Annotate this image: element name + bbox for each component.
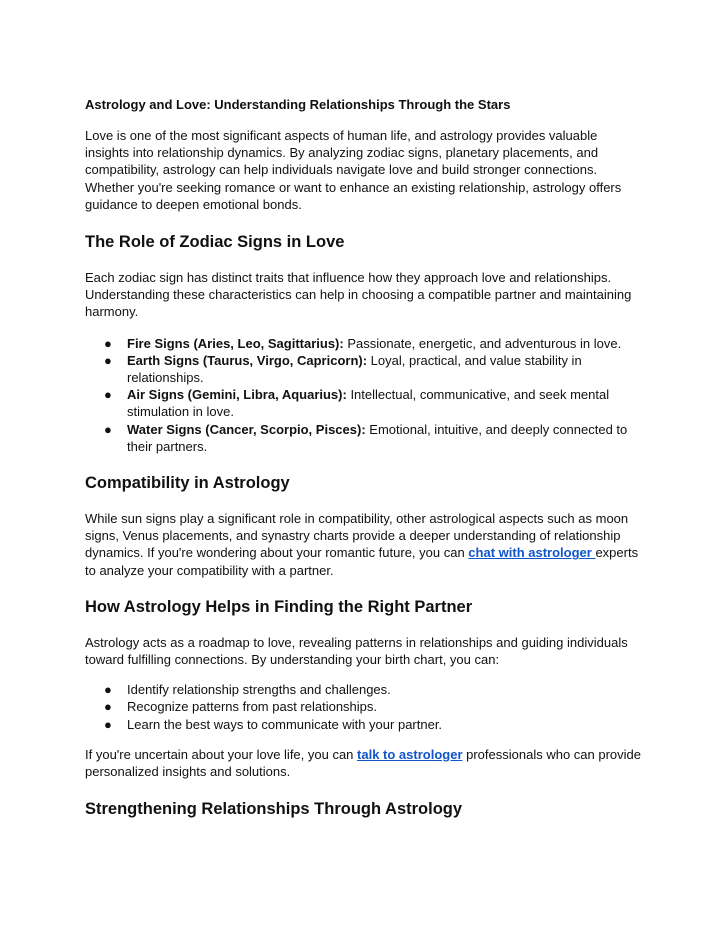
document-title: Astrology and Love: Understanding Relationships Through the Stars bbox=[85, 97, 511, 112]
heading-strengthening: Strengthening Relationships Through Astrology bbox=[85, 800, 463, 819]
bullet-icon: ● bbox=[104, 716, 112, 732]
talk-to-astrologer-link[interactable]: talk to astrologer bbox=[357, 746, 463, 762]
compatibility-text-after: experts to analyze your compatibility with a partner. bbox=[85, 545, 639, 578]
list-item bbox=[85, 681, 645, 698]
list-item-text: Passionate, energetic, and adventurous in love. bbox=[343, 335, 622, 351]
uncertain-text-after: professionals who can provide personalized insights and solutions. bbox=[85, 746, 641, 780]
bullet-icon: ● bbox=[104, 699, 112, 715]
list-item-text: Learn the best ways to communicate with your partner. bbox=[127, 716, 443, 732]
finding-partner-paragraph: Astrology acts as a roadmap to love, revealing patterns in relationships and guiding individuals toward fulfilling connections. By understanding your birth chart, you can: bbox=[85, 634, 628, 668]
zodiac-paragraph: Each zodiac sign has distinct traits that influence how they approach love and relationships. Understanding these characteristics can help in choosing a compatible partner and maintaining harmony. bbox=[85, 270, 632, 320]
list-item-water-signs bbox=[85, 421, 645, 455]
birth-chart-list bbox=[85, 681, 645, 733]
compatibility-paragraph bbox=[85, 510, 645, 579]
list-item-bold: Air Signs (Gemini, Libra, Aquarius): bbox=[127, 387, 347, 403]
list-item-text: Recognize patterns from past relationships. bbox=[127, 699, 378, 715]
list-item-text: Identify relationship strengths and challenges. bbox=[127, 682, 391, 698]
bullet-icon: ● bbox=[104, 387, 112, 403]
heading-compatibility: Compatibility in Astrology bbox=[85, 474, 290, 493]
bullet-icon: ● bbox=[104, 682, 112, 698]
list-item-fire-signs bbox=[85, 335, 645, 352]
zodiac-list bbox=[85, 335, 645, 455]
list-item bbox=[85, 716, 645, 733]
bullet-icon: ● bbox=[104, 352, 112, 368]
list-item-text: Loyal, practical, and value stability in relationships. bbox=[127, 352, 582, 386]
heading-zodiac-signs: The Role of Zodiac Signs in Love bbox=[85, 233, 345, 252]
uncertain-paragraph bbox=[85, 746, 645, 780]
list-item-bold: Water Signs (Cancer, Scorpio, Pisces): bbox=[127, 421, 366, 437]
list-item-bold: Earth Signs (Taurus, Virgo, Capricorn): bbox=[127, 352, 368, 368]
list-item-earth-signs bbox=[85, 352, 645, 386]
list-item-text: Intellectual, communicative, and seek mental stimulation in love. bbox=[127, 387, 610, 420]
chat-with-astrologer-link[interactable]: chat with astrologer bbox=[468, 545, 596, 561]
list-item-air-signs bbox=[85, 386, 645, 420]
list-item-text: Emotional, intuitive, and deeply connected to their partners. bbox=[127, 421, 628, 454]
bullet-icon: ● bbox=[104, 421, 112, 437]
uncertain-text-before: If you're uncertain about your love life, you can bbox=[85, 746, 358, 762]
heading-finding-partner: How Astrology Helps in Finding the Right Partner bbox=[85, 597, 473, 616]
compatibility-text-before: While sun signs play a significant role in compatibility, other astrological aspects such as moon signs, Venus placements, and synastry charts provide a deeper understanding of relationship dynamics. If you're wondering about your romantic future, you can bbox=[85, 511, 629, 561]
bullet-icon: ● bbox=[104, 335, 112, 351]
document-page bbox=[85, 96, 645, 820]
intro-paragraph: Love is one of the most significant aspects of human life, and astrology provides valuable insights into relationship dynamics. By analyzing zodiac signs, planetary placements, and compatibility, astrology can help individuals navigate love and build stronger connections. Whether you're seeking romance or want to enhance an existing relationship, astrology offers guidance to deepen emotional bonds. bbox=[85, 128, 622, 212]
list-item-bold: Fire Signs (Aries, Leo, Sagittarius): bbox=[127, 335, 344, 351]
list-item bbox=[85, 698, 645, 715]
